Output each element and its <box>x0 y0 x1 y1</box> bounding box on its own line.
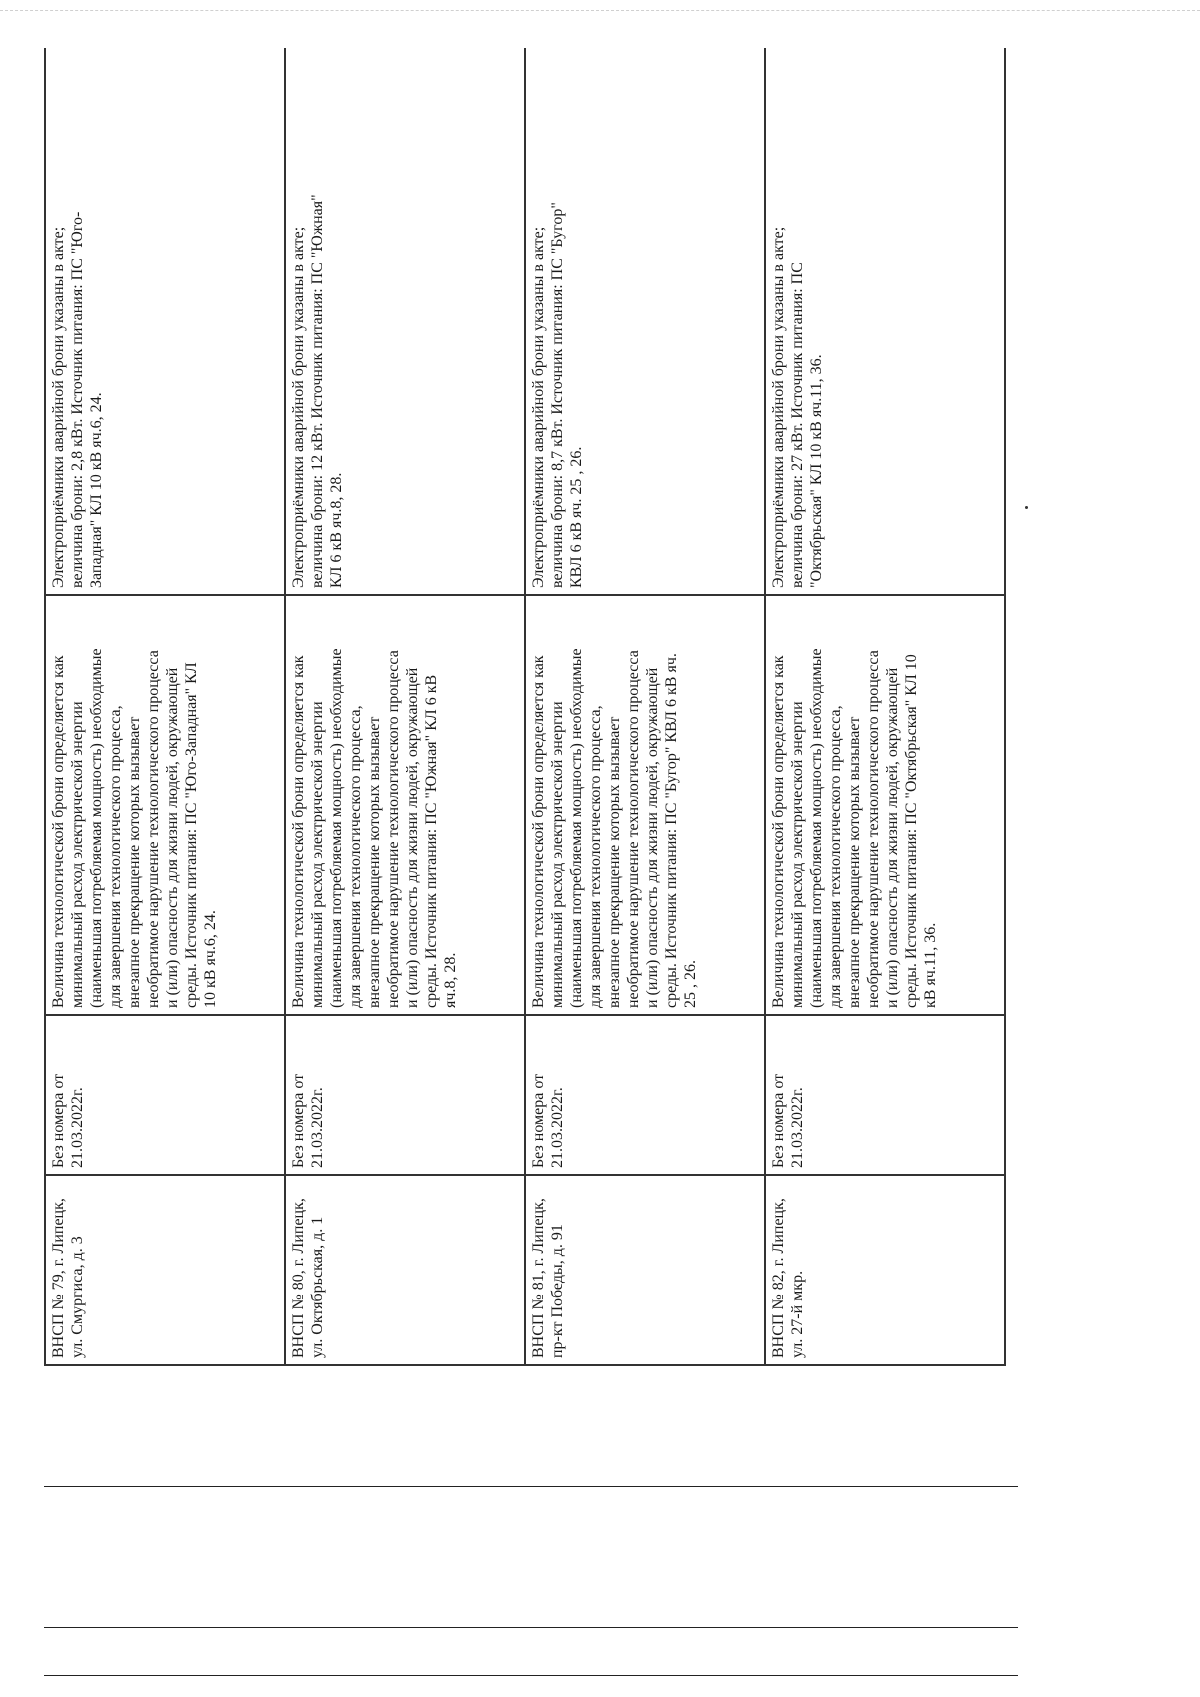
cell-emergency-reserve: Электроприёмники аварийной брони указаны в акте; величина брони: 12 кВт. Источник питания: ПС "Южная" КЛ 6 кВ яч.8, 28. <box>285 48 525 595</box>
cell-technological-reserve: Величина технологической брони определяется как минимальный расход электрической энергии (наименьшая потребляемая мощность) необходимые для завершения технологического процесса, внезапное прекращение которых вызывает необратимое нарушение технологического процесса и (или) опасность для жизни людей, окружающей среды. Источник питания: ПС "Октябрьская" КЛ 10 кВ яч.11, 36. <box>765 595 1005 1015</box>
cell-address: ВНСП № 79, г. Липецк, ул. Смургиса, д. 3 <box>45 1175 285 1365</box>
cell-address: ВНСП № 82, г. Липецк, ул. 27-й мкр. <box>765 1175 1005 1365</box>
cell-technological-reserve: Величина технологической брони определяется как минимальный расход электрической энергии (наименьшая потребляемая мощность) необходимые для завершения технологического процесса, внезапное прекращение которых вызывает необратимое нарушение технологического процесса и (или) опасность для жизни людей, окружающей среды. Источник питания: ПС "Южная" КЛ 6 кВ яч.8, 28. <box>285 595 525 1015</box>
cell-act: Без номера от 21.03.2022г. <box>285 1015 525 1175</box>
rotated-table-content <box>44 48 1006 1366</box>
cell-technological-reserve: Величина технологической брони определяется как минимальный расход электрической энергии (наименьшая потребляемая мощность) необходимые для завершения технологического процесса, внезапное прекращение которых вызывает необратимое нарушение технологического процесса и (или) опасность для жизни людей, окружающей среды. Источник питания: ПС "Юго-Западная" КЛ 10 кВ яч.6, 24. <box>45 595 285 1015</box>
table-row <box>765 48 1005 1365</box>
signature-line <box>44 1486 1018 1487</box>
table-row <box>525 48 765 1365</box>
cell-address: ВНСП № 80, г. Липецк, ул. Октябрьская, д. 1 <box>285 1175 525 1365</box>
cell-act: Без номера от 21.03.2022г. <box>45 1015 285 1175</box>
scan-speck <box>1025 506 1028 509</box>
rotated-table-frame <box>44 48 1006 1366</box>
cell-emergency-reserve: Электроприёмники аварийной брони указаны в акте; величина брони: 27 кВт. Источник питания: ПС "Октябрьская" КЛ 10 кВ яч.11, 36. <box>765 48 1005 595</box>
cell-act: Без номера от 21.03.2022г. <box>765 1015 1005 1175</box>
table-row <box>45 48 285 1365</box>
signature-line <box>44 1627 1018 1628</box>
cell-emergency-reserve: Электроприёмники аварийной брони указаны в акте; величина брони: 2,8 кВт. Источник питания: ПС "Юго- Западная" КЛ 10 кВ яч.6, 24. <box>45 48 285 595</box>
cell-technological-reserve: Величина технологической брони определяется как минимальный расход электрической энергии (наименьшая потребляемая мощность) необходимые для завершения технологического процесса, внезапное прекращение которых вызывает необратимое нарушение технологического процесса и (или) опасность для жизни людей, окружающей среды. Источник питания: ПС "Бугор" КВЛ 6 кВ яч. 25 , 26. <box>525 595 765 1015</box>
cell-address: ВНСП № 81, г. Липецк, пр-кт Победы, д. 91 <box>525 1175 765 1365</box>
reservation-table <box>44 48 1006 1366</box>
cell-emergency-reserve: Электроприёмники аварийной брони указаны в акте; величина брони: 8,7 кВт. Источник питания: ПС "Бугор" КВЛ 6 кВ яч. 25 , 26. <box>525 48 765 595</box>
signature-line <box>44 1675 1018 1676</box>
cell-act: Без номера от 21.03.2022г. <box>525 1015 765 1175</box>
scan-edge-dashes <box>0 10 1200 11</box>
table-row <box>285 48 525 1365</box>
